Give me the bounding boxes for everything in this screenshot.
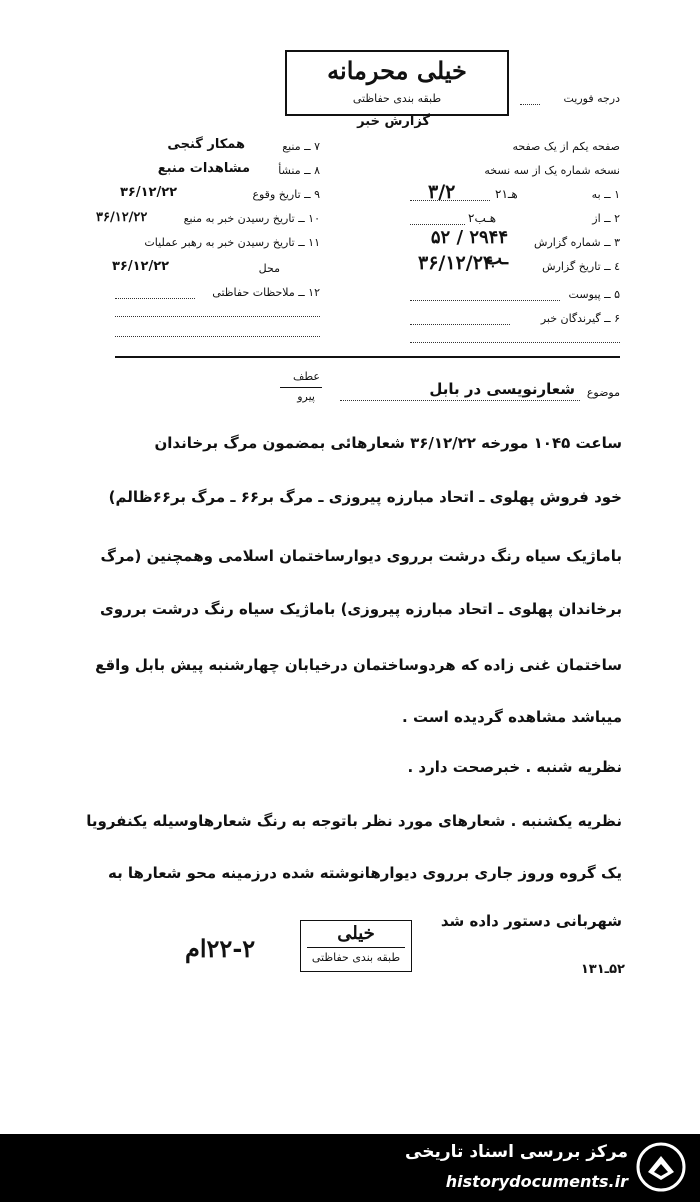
report-title: گزارش خبر	[357, 114, 430, 129]
field-to-label: ۱ ــ به	[591, 188, 620, 201]
field-to-value: ۲هـ۱	[495, 187, 518, 201]
field-to-handwritten: ۳/۲	[428, 181, 456, 203]
field-security-notes-dots	[115, 298, 195, 299]
subject-value: شعارنویسی در بابل	[429, 380, 575, 398]
subject-label: موضوع	[586, 386, 620, 399]
body-line-10: شهربانی دستور داده شد	[440, 912, 622, 930]
footer-bar	[0, 1134, 700, 1202]
footer-url: historydocuments.ir	[445, 1172, 628, 1191]
bottom-stamp-handwritten: خیلی	[337, 923, 375, 944]
field-location-value: ۳۶/۱۲/۲۲	[112, 259, 170, 274]
field-occurrence-date-label: ۹ ــ تاریخ وقوع	[252, 188, 320, 201]
field-to-dots	[410, 200, 490, 201]
form-code: ۵۲ـ۱۳۱	[580, 962, 625, 977]
field-recipients-dots	[410, 324, 510, 325]
field-recipients-label: ۶ ــ گیرندگان خبر	[540, 312, 620, 325]
field-report-date-label: ٤ ــ تاریخ گزارش	[542, 260, 620, 273]
body-line-5: ساختمان غنی زاده که هردوساختمان درخیابان چهارشنبه پیش بابل واقع	[95, 656, 622, 674]
bottom-classification-stamp	[300, 920, 412, 972]
field-attachment-dots	[410, 300, 560, 301]
field-from-value: ۲هـب	[468, 211, 497, 225]
body-line-4: برخاندان پهلوی ـ اتحاد مبارزه پیروزی) باماژیک سیاه رنگ درشت برروی	[100, 600, 622, 618]
footer-org-name: مرکز بررسی اسناد تاریخی	[405, 1142, 628, 1162]
atf-label: عطف	[293, 370, 320, 383]
field-location-label: محل	[258, 262, 280, 275]
field-report-number-handwritten: ۲۹۴۴ / ۵۲ ـب	[430, 227, 508, 269]
bottom-stamp-divider	[307, 947, 405, 948]
field-report-number-label: ۳ ــ شماره گزارش	[534, 236, 620, 249]
field-from-label: ۲ ــ از	[592, 212, 620, 225]
urgency-label: درجه فوریت	[563, 92, 620, 105]
body-line-7: نظریه شنبه . خبرصحت دارد .	[407, 758, 622, 776]
field-source-received-value: ۳۶/۱۲/۲۲	[96, 210, 148, 225]
field-origin-label: ۸ ــ منشأ	[278, 164, 320, 177]
field-source-received-label: ۱۰ ــ تاریخ رسیدن خبر به منبع	[183, 212, 320, 225]
body-line-6: میباشد مشاهده گردیده است .	[402, 708, 622, 726]
piro-label: پیرو	[297, 390, 315, 403]
field-report-date-handwritten: ۳۶/۱۲/۲۴	[418, 252, 494, 274]
stamp-caption: طبقه بندی حفاظتی	[352, 92, 442, 105]
page-count-label: صفحه یکم از یک صفحه	[512, 140, 620, 153]
field-source-label: ۷ ــ منبع	[282, 140, 320, 153]
field-operations-received-label: ۱۱ ــ تاریخ رسیدن خبر به رهبر عملیات	[144, 236, 320, 249]
field-security-notes-label: ۱۲ ــ ملاحظات حفاظتی	[212, 286, 320, 299]
header-separator	[115, 356, 620, 358]
body-line-1: ساعت ۱۰۴۵ مورخه ۳۶/۱۲/۲۲ شعارهائی بمضمون مرگ برخاندان	[154, 434, 622, 452]
copy-number-label: نسخه شماره یک از سه نسخه	[484, 164, 620, 177]
body-line-9: یک گروه وروز جاری برروی دیوارهانوشته شده درزمینه محو شعارها به	[107, 864, 622, 882]
field-recipients-dots-2	[410, 342, 620, 343]
field-security-notes-dots-2	[115, 316, 320, 317]
field-from-dots	[410, 224, 465, 225]
body-line-2: خود فروش پهلوی ـ اتحاد مبارزه پیروزی ـ مرگ بر۶۶ ـ مرگ بر۶۶ظالم)	[108, 488, 622, 506]
subject-dots	[340, 400, 580, 401]
bottom-handwritten-number: ۲۲-۲ام	[185, 934, 256, 963]
bottom-stamp-caption: طبقه بندی حفاظتی	[311, 951, 401, 964]
field-attachment-label: ۵ ــ پیوست	[568, 288, 620, 301]
urgency-dotted-line	[520, 104, 540, 105]
field-occurrence-date-value: ۳۶/۱۲/۲۲	[120, 185, 178, 200]
field-origin-value: مشاهدات منبع	[157, 161, 250, 176]
field-security-notes-dots-3	[115, 336, 320, 337]
field-source-value: همکار گنجی	[167, 137, 245, 152]
body-line-8: نظریه یکشنبه . شعارهای مورد نظر باتوجه به رنگ شعارهاوسیله یکنفرویا	[86, 812, 622, 830]
stamp-handwritten-text: خیلی محرمانه	[327, 56, 467, 85]
document-logo-icon	[636, 1142, 686, 1192]
atf-piro-divider	[280, 387, 322, 388]
body-line-3: باماژیک سیاه رنگ درشت برروی دیوارساختمان اسلامی وهمچنین (مرگ	[100, 547, 622, 565]
top-classification-stamp	[285, 50, 509, 116]
